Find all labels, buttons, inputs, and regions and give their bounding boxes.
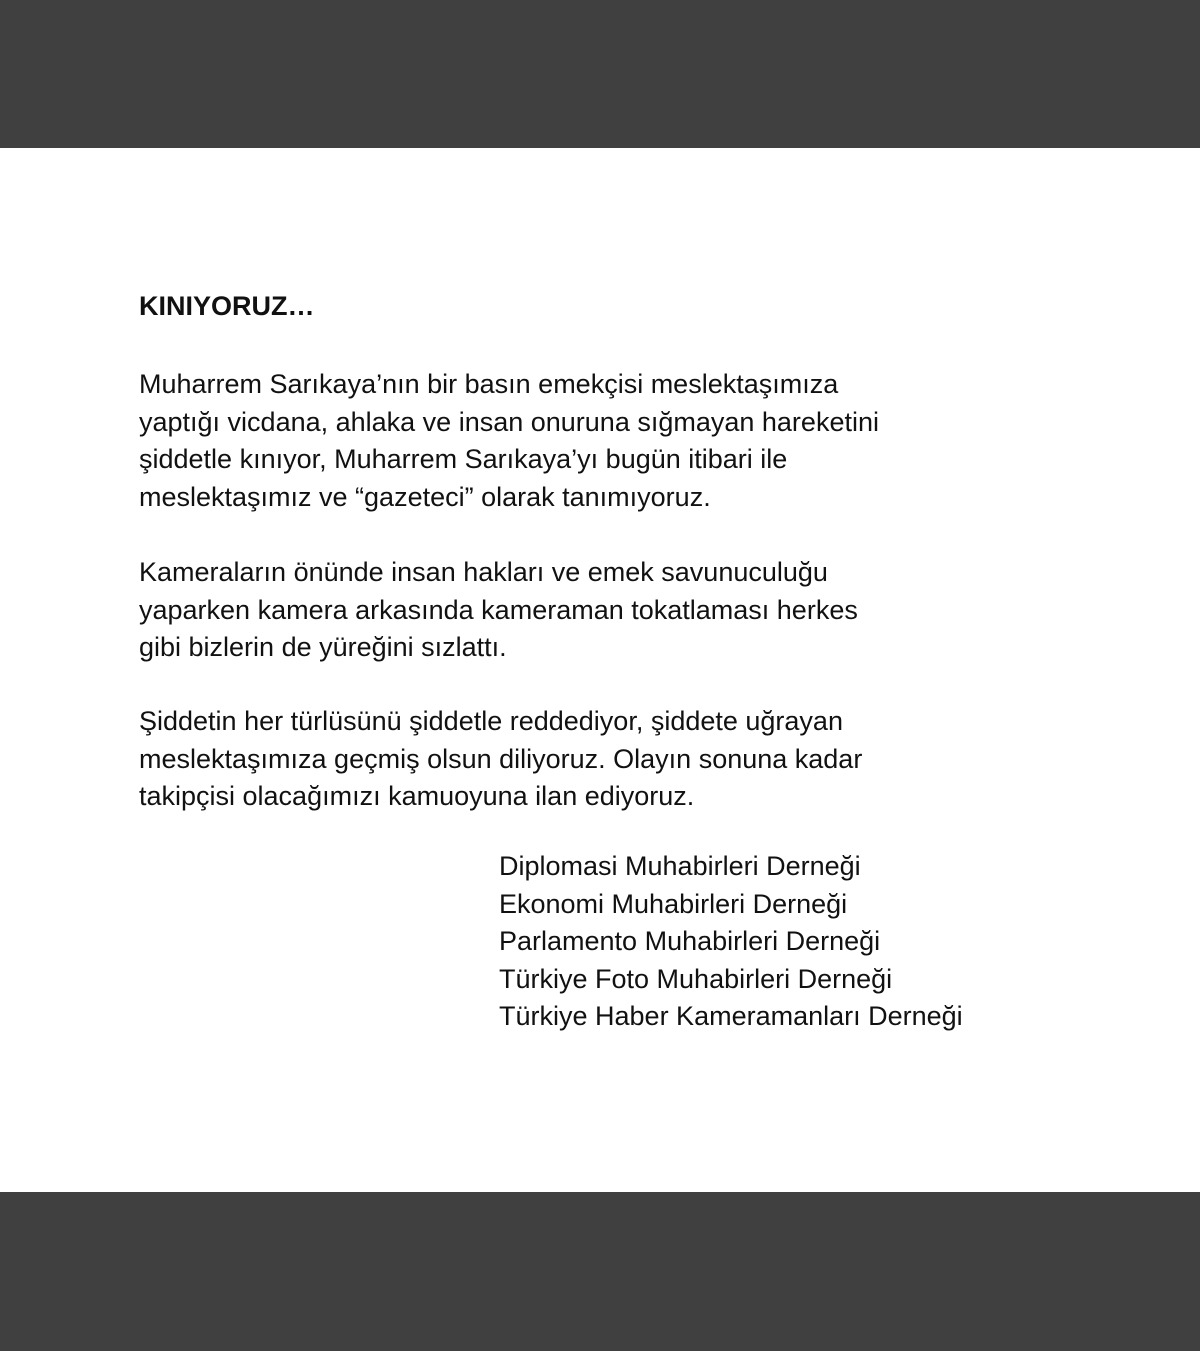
paragraph-line: Muharrem Sarıkaya’nın bir basın emekçisi meslektaşımıza bbox=[139, 369, 839, 399]
bottom-dark-bar bbox=[0, 1192, 1200, 1351]
paragraph-line: takipçisi olacağımızı kamuoyuna ilan ediyoruz. bbox=[139, 781, 695, 811]
paragraph-line: meslektaşımıza geçmiş olsun diliyoruz. Olayın sonuna kadar bbox=[139, 743, 863, 774]
signatory: Türkiye Foto Muhabirleri Derneği bbox=[499, 963, 893, 994]
paragraph-line: gibi bizlerin de yüreğini sızlattı. bbox=[139, 632, 507, 662]
paragraph-1 bbox=[139, 366, 879, 516]
signatory: Ekonomi Muhabirleri Derneği bbox=[499, 888, 848, 919]
signatories-list bbox=[499, 848, 963, 1036]
top-dark-bar bbox=[0, 0, 1200, 148]
paragraph-3 bbox=[139, 703, 862, 816]
signatory: Parlamento Muhabirleri Derneği bbox=[499, 926, 881, 956]
statement-document bbox=[139, 286, 1099, 1031]
paragraph-line: meslektaşımız ve “gazeteci” olarak tanımıyoruz. bbox=[139, 481, 711, 512]
signatory: Türkiye Haber Kameramanları Derneği bbox=[499, 1001, 963, 1031]
paragraph-line: Kameraların önünde insan hakları ve emek savunuculuğu bbox=[139, 557, 828, 587]
statement-title: KINIYORUZ… bbox=[139, 291, 315, 321]
paragraph-line: yaparken kamera arkasında kameraman tokatlaması herkes bbox=[139, 594, 858, 625]
paragraph-2 bbox=[139, 554, 858, 667]
paragraph-line: Şiddetin her türlüsünü şiddetle reddediyor, şiddete uğrayan bbox=[139, 706, 843, 736]
paragraph-line: yaptığı vicdana, ahlaka ve insan onuruna sığmayan hareketini bbox=[139, 406, 879, 437]
signatory: Diplomasi Muhabirleri Derneği bbox=[499, 851, 861, 881]
paragraph-line: şiddetle kınıyor, Muharrem Sarıkaya’yı bugün itibari ile bbox=[139, 444, 788, 474]
